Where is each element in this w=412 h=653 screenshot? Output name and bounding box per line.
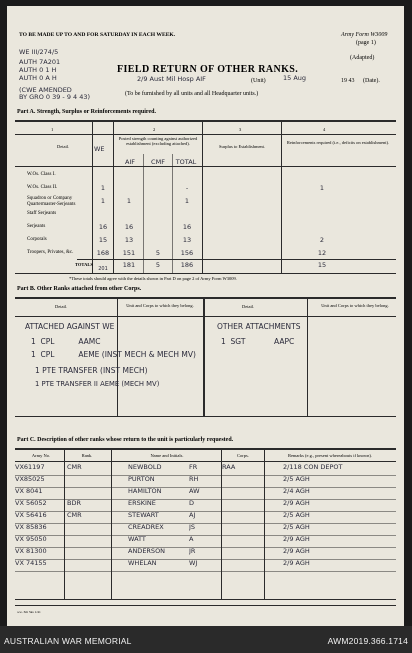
posted-sub-aif: AIF xyxy=(124,158,136,166)
part-c-heading: Part C. Description of other ranks whose return to the unit is particularly requested. xyxy=(17,437,234,443)
col-detail: Detail. xyxy=(242,304,255,309)
row-label: W.Os. Class I. xyxy=(27,172,56,177)
total-value: 16 xyxy=(182,223,192,231)
posted-sub-cmf: CMF xyxy=(151,158,165,166)
table-cell-name: CREADREX xyxy=(128,524,164,531)
row-label: Troopers, Privates, &c. xyxy=(27,250,74,255)
archive-footer xyxy=(0,626,412,653)
table-cell-no: VX85025 xyxy=(15,476,45,483)
rule xyxy=(111,449,112,599)
margin-note: AUTH 7A201 xyxy=(19,58,61,66)
footer-accession-number: AWM2019.366.1714 xyxy=(327,636,408,646)
adapted-note: (Adapted) xyxy=(350,55,375,61)
date-label: (Date). xyxy=(363,78,380,84)
rule xyxy=(15,166,396,167)
row-label: Staff Serjeants xyxy=(27,211,57,216)
attachment-line: OTHER ATTACHMENTS xyxy=(217,322,301,331)
totals-cmf: 5 xyxy=(155,261,161,269)
col-remarks: Remarks (e.g., present whereabouts if known). xyxy=(287,453,373,458)
table-cell-init: FR xyxy=(189,464,198,471)
row-label: Corporals xyxy=(27,237,47,242)
aif-value: 16 xyxy=(124,223,134,231)
table-cell-name: STEWART xyxy=(128,512,159,519)
totals-label: TOTALS xyxy=(75,262,93,267)
attachment-line: 1 CPL AEME (INST MECH & MECH MV) xyxy=(31,350,196,359)
unit-label: (Unit) xyxy=(251,78,266,84)
margin-note: (CWE AMENDED xyxy=(19,86,72,94)
margin-note: AUTH 0 1 H xyxy=(19,66,57,74)
attachment-line: 1 PTE TRANSFER (INST MECH) xyxy=(35,366,148,375)
row-label: Serjeants xyxy=(27,224,46,229)
table-cell-name: PURTON xyxy=(128,476,155,483)
table-cell-no: VX 56052 xyxy=(15,500,47,507)
date-year: 19 43 xyxy=(341,78,355,84)
col-posted: Posted strength counting against authorized establishment (excluding attached). xyxy=(118,136,198,146)
posted-sub-total: TOTAL xyxy=(175,158,197,166)
table-cell-no: VX 74155 xyxy=(15,560,47,567)
col-army-no: Army No. xyxy=(31,453,51,458)
col-reinforcements: Reinforcements required (i.e., deficits on establishment). xyxy=(286,140,390,145)
col-number-1: 1 xyxy=(51,127,54,132)
table-cell-rank: BDR xyxy=(67,500,81,507)
table-cell-remarks: 2/9 AGH xyxy=(283,548,310,555)
part-b-heading: Part B. Other Ranks attached from other Corps. xyxy=(17,286,142,292)
rule xyxy=(281,121,282,273)
table-cell-remarks: 2/4 AGH xyxy=(283,488,310,495)
part-a-footnote: *These totals should agree with the details shown in Part D on page 2 of Army Form W3009. xyxy=(69,276,237,281)
rule xyxy=(15,316,396,317)
col-corps: Corps. xyxy=(237,453,249,458)
we-value: 1 xyxy=(100,197,106,205)
table-cell-no: VX 81300 xyxy=(15,548,47,555)
table-cell-name: NEWBOLD xyxy=(128,464,162,471)
col-we: WE xyxy=(94,145,105,153)
table-cell-init: RH xyxy=(189,476,199,483)
rule xyxy=(202,121,203,273)
rule xyxy=(307,298,308,416)
date-handwritten: 15 Aug xyxy=(283,74,307,82)
reinf-value: 12 xyxy=(317,249,327,257)
rule xyxy=(113,121,114,273)
margin-note: WE III/274/5 xyxy=(19,48,59,56)
table-cell-name: ERSKINE xyxy=(128,500,156,507)
total-value: 1 xyxy=(184,197,190,205)
table-cell-init: D xyxy=(189,500,195,507)
col-number-4: 4 xyxy=(323,127,326,132)
rule xyxy=(203,298,205,416)
totals-we: 201 xyxy=(98,266,108,272)
col-detail: Detail. xyxy=(55,304,68,309)
total-value: 13 xyxy=(182,236,192,244)
reinf-value: 1 xyxy=(319,184,325,192)
total-value: - xyxy=(185,184,189,192)
table-cell-init: AW xyxy=(189,488,200,495)
attachment-line: 1 SGT AAPC xyxy=(221,337,295,346)
margin-note: BY GRO 0 39 - 9 4 43) xyxy=(19,93,91,101)
aif-value: 13 xyxy=(124,236,134,244)
table-row xyxy=(15,571,396,572)
table-cell-remarks: 2/9 AGH xyxy=(283,500,310,507)
col-unit-corps: Unit and Corps to which they belong. xyxy=(126,303,194,308)
totals-total: 186 xyxy=(180,261,194,269)
print-code: a.w. 3m 5ks 1/41 xyxy=(17,610,41,614)
col-number-2: 2 xyxy=(153,127,156,132)
we-value: 15 xyxy=(98,236,108,244)
rule xyxy=(15,416,396,417)
table-cell-remarks: 2/5 AGH xyxy=(283,476,310,483)
table-cell-rank: CMR xyxy=(67,464,82,471)
table-cell-corps: RAA xyxy=(222,464,236,471)
rule xyxy=(77,259,396,260)
notice-text: TO BE MADE UP TO AND FOR SATURDAY IN EACH WEEK. xyxy=(19,32,176,38)
rule xyxy=(15,448,396,450)
rule xyxy=(15,599,396,600)
rule xyxy=(15,134,396,135)
table-cell-no: VX 85836 xyxy=(15,524,47,531)
totals-aif: 181 xyxy=(122,261,136,269)
table-cell-no: VX 95050 xyxy=(15,536,47,543)
table-cell-init: JR xyxy=(189,548,196,555)
table-cell-remarks: 2/118 CON DEPOT xyxy=(283,464,343,471)
document-page xyxy=(7,6,404,626)
col-unit-corps: Unit and Corps to which they belong. xyxy=(321,303,389,308)
aif-value: 151 xyxy=(122,249,136,257)
table-cell-name: HAMILTON xyxy=(128,488,162,495)
aif-value: 1 xyxy=(126,197,132,205)
row-label: Squadron or Company Quartermaster-Serjeants xyxy=(27,196,76,207)
rule xyxy=(15,120,396,122)
table-cell-no: VX 8041 xyxy=(15,488,43,495)
margin-notes xyxy=(19,49,119,101)
table-cell-init: WJ xyxy=(189,560,198,567)
part-a-heading: Part A. Strength, Surplus or Reinforcements required. xyxy=(17,109,156,115)
total-value: 156 xyxy=(180,249,194,257)
we-value: 1 xyxy=(100,184,106,192)
furnished-note: (To be furnished by all units and all Headquarter units.) xyxy=(125,91,259,97)
reinf-value: 2 xyxy=(319,236,325,244)
table-cell-no: VX 56416 xyxy=(15,512,47,519)
col-detail: Detail. xyxy=(57,144,70,149)
rule xyxy=(264,449,265,599)
rule xyxy=(15,297,396,299)
rule xyxy=(15,273,396,274)
page-number: (page 1) xyxy=(356,40,376,46)
table-cell-name: WATT xyxy=(128,536,146,543)
rule xyxy=(221,449,222,599)
form-number: Army Form W3009 xyxy=(341,32,388,38)
rule xyxy=(15,461,396,462)
totals-reinf: 15 xyxy=(317,261,327,269)
table-cell-remarks: 2/5 AGH xyxy=(283,524,310,531)
attachment-line: 1 PTE TRANSFER II AEME (MECH MV) xyxy=(35,380,160,388)
footer-institution: AUSTRALIAN WAR MEMORIAL xyxy=(4,636,132,646)
table-cell-remarks: 2/9 AGH xyxy=(283,560,310,567)
rule xyxy=(15,605,396,606)
cmf-value: 5 xyxy=(155,249,161,257)
table-cell-rank: CMR xyxy=(67,512,82,519)
table-cell-init: A xyxy=(189,536,194,543)
we-value: 16 xyxy=(98,223,108,231)
table-cell-init: AJ xyxy=(189,512,196,519)
col-rank: Rank. xyxy=(81,453,93,458)
attachment-line: 1 CPL AAMC xyxy=(31,337,101,346)
col-number-3: 3 xyxy=(239,127,242,132)
attachment-line: ATTACHED AGAINST WE xyxy=(25,322,115,331)
col-surplus: Surplus to Establishment. xyxy=(218,144,266,149)
table-cell-no: VX61197 xyxy=(15,464,45,471)
table-cell-remarks: 2/5 AGH xyxy=(283,512,310,519)
margin-note: AUTH 0 A H xyxy=(19,74,57,82)
table-cell-name: ANDERSON xyxy=(128,548,166,555)
table-cell-name: WHELAN xyxy=(128,560,157,567)
col-name: Name and Initials. xyxy=(150,453,184,458)
table-cell-remarks: 2/9 AGH xyxy=(283,536,310,543)
we-value: 168 xyxy=(96,249,110,257)
table-cell-init: JS xyxy=(189,524,196,531)
unit-handwritten: 2/9 Aust Mil Hosp AIF xyxy=(137,75,206,83)
row-label: W.Os. Class II. xyxy=(27,185,58,190)
form-title: FIELD RETURN OF OTHER RANKS. xyxy=(117,64,299,75)
